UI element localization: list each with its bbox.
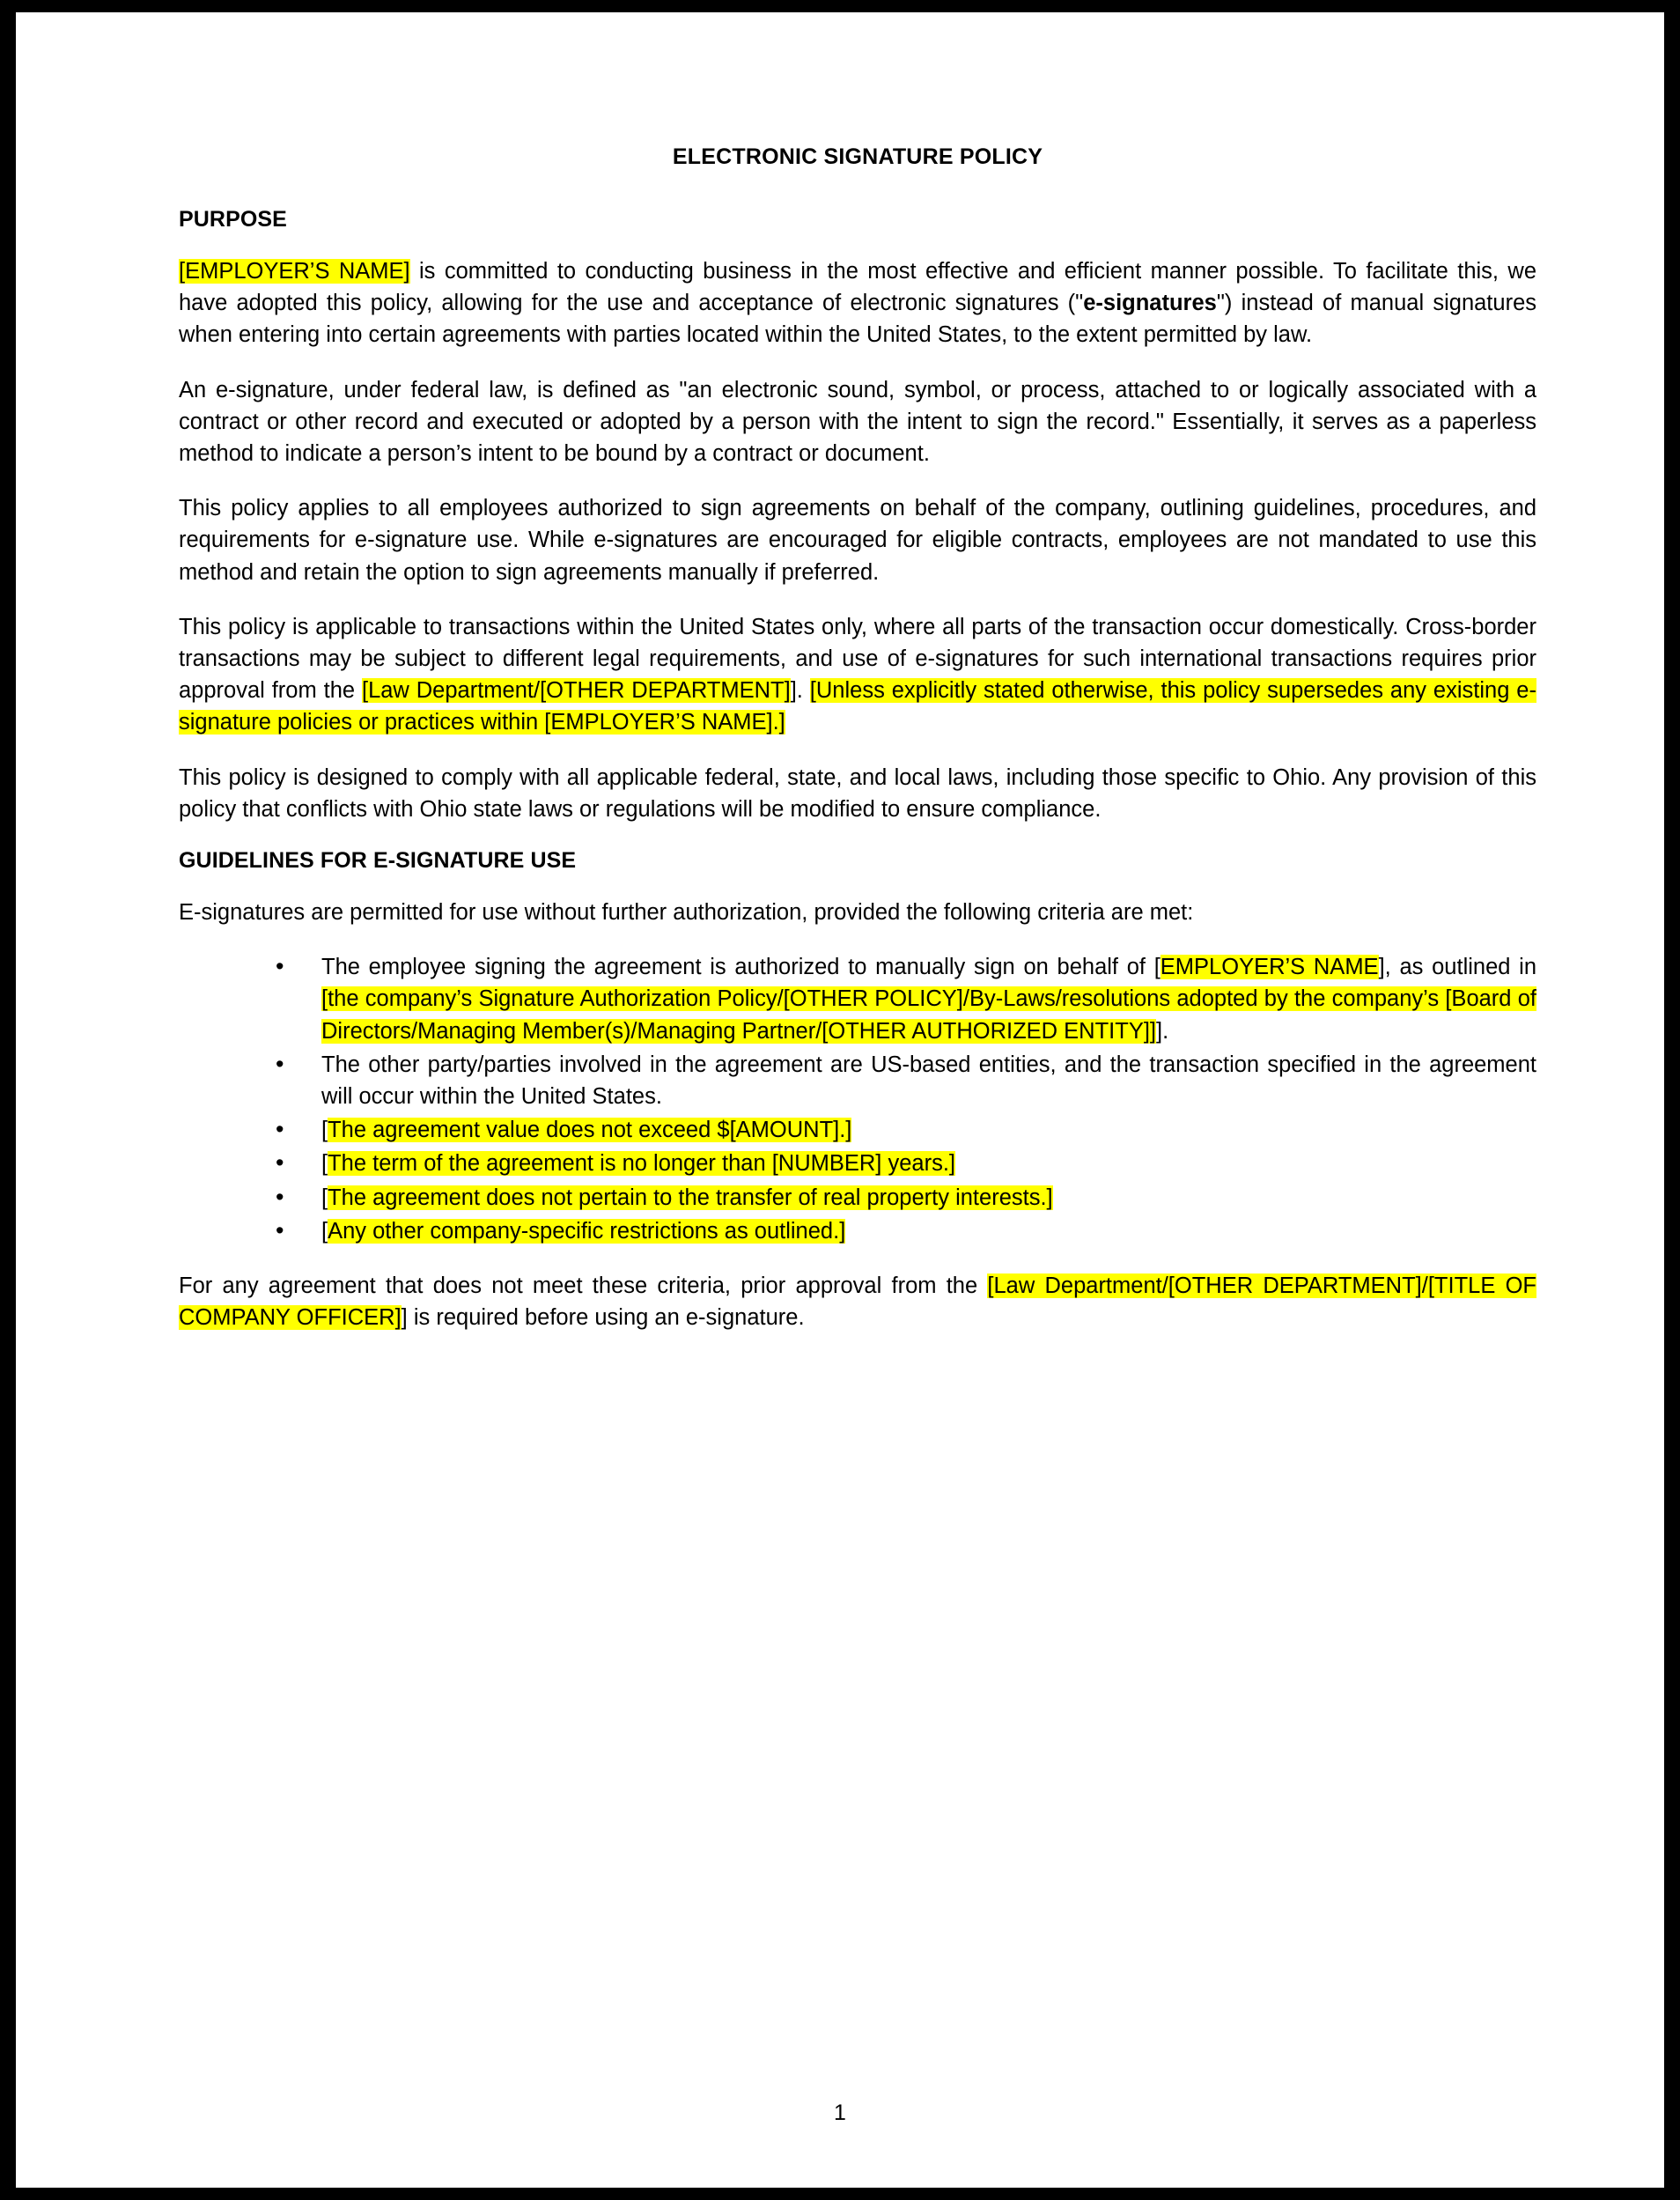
paragraph-criteria-intro: E-signatures are permitted for use without further authorization, provided the following criteria are met:: [179, 900, 1194, 926]
paragraph-purpose-1-tail: ") instead of manual signatures when entering into certain agreements with parties located within the United States, to the extent permitted by law.: [179, 291, 1536, 348]
list-item-text: The other party/parties involved in the agreement are US-based entities, and the transaction specified in the agreement will occur within the United States.: [321, 1052, 1536, 1110]
paragraph-domestic-mid: ].: [790, 678, 810, 704]
paragraph-approval-text: For any agreement that does not meet these criteria, prior approval from the: [179, 1273, 988, 1299]
term-e-signatures: e-signatures: [1083, 291, 1217, 316]
paragraph-domestic-text: This policy is applicable to transactions within the United States only, where all parts of the transaction occur domestically. Cross-border transactions may be subject to different legal requirements, and use of e-signatures for such international transactions requires prior approval from the: [179, 614, 1536, 704]
paragraph-purpose-1: [179, 255, 1536, 351]
page-title: ELECTRONIC SIGNATURE POLICY: [672, 144, 1043, 169]
list-item: [276, 1049, 1536, 1112]
list-item-text: [: [321, 1185, 328, 1210]
section-heading-purpose: PURPOSE: [179, 207, 287, 232]
list-item-tail: ].: [1156, 1018, 1169, 1044]
section-heading-guidelines: GUIDELINES FOR E-SIGNATURE USE: [179, 848, 577, 874]
list-item-text: [: [321, 1118, 328, 1143]
placeholder-agreement-value: The agreement value does not exceed $[AMOUNT].]: [328, 1118, 852, 1143]
list-item-text: [: [321, 1151, 328, 1177]
criteria-list: [179, 951, 1536, 1247]
paragraph-approval-tail: ] is required before using an e-signature.: [401, 1305, 805, 1331]
list-item: [276, 1148, 1536, 1179]
placeholder-agreement-term: The term of the agreement is no longer than [NUMBER] years.]: [328, 1151, 955, 1177]
placeholder-law-department: [Law Department/[OTHER DEPARTMENT]: [361, 678, 791, 704]
paragraph-definition: An e-signature, under federal law, is defined as "an electronic sound, symbol, or process, attached to or logically associated with a contract or other record and executed or adopted by a person with the intent to sign the record." Essentially, it serves as a paperless method to indicate a person’s intent to be bound by a contract or document.: [179, 377, 1536, 467]
list-item-mid: ], as outlined in: [1378, 955, 1537, 980]
paragraph-domestic-transactions: [179, 611, 1536, 739]
list-item: [276, 1215, 1536, 1247]
placeholder-other-restrictions: Any other company-specific restrictions as outlined.]: [328, 1218, 846, 1244]
placeholder-approver: [Law Department/[OTHER DEPARTMENT]/[TITLE OF COMPANY OFFICER]: [179, 1273, 1536, 1331]
paragraph-scope-employees: This policy applies to all employees authorized to sign agreements on behalf of the company, outlining guidelines, procedures, and requirements for e-signature use. While e-signatures are encouraged for eligible contracts, employees are not mandated to use this method and retain the option to sign agreements manually if preferred.: [179, 496, 1536, 585]
placeholder-signature-authority: [the company’s Signature Authorization Policy/[OTHER POLICY]/By-Laws/resolutions adopted by the company’s [Board of Directors/Managing Member(s)/Managing Partner/[OTHER AUTHORIZED ENTITY]]: [321, 986, 1536, 1044]
placeholder-supersedes-clause: [Unless explicitly stated otherwise, this policy supersedes any existing e-signature policies or practices within [EMPLOYER’S NAME].]: [179, 678, 1536, 735]
list-item-text: [: [321, 1218, 328, 1244]
document-sheet: [16, 12, 1664, 2188]
list-item: [276, 951, 1536, 1047]
list-item: [276, 1182, 1536, 1214]
placeholder-real-property: The agreement does not pertain to the transfer of real property interests.]: [328, 1185, 1053, 1210]
placeholder-employer-name: [EMPLOYER’S NAME]: [179, 259, 410, 284]
list-item-text: The employee signing the agreement is authorized to manually sign on behalf of [: [321, 955, 1161, 980]
paragraph-purpose-1-text: is committed to conducting business in the most effective and efficient manner possible. To facilitate this, we have adopted this policy, allowing for the use and acceptance of electronic signatures (": [179, 259, 1537, 316]
placeholder-employer-name: EMPLOYER’S NAME: [1160, 955, 1379, 980]
list-item: [276, 1114, 1536, 1146]
paragraph-compliance-ohio: This policy is designed to comply with all applicable federal, state, and local laws, including those specific to Ohio. Any provision of this policy that conflicts with Ohio state laws or regulations will be modified to ensure compliance.: [179, 764, 1536, 822]
paragraph-approval-required: [179, 1270, 1536, 1333]
page-number: 1: [834, 2100, 846, 2125]
